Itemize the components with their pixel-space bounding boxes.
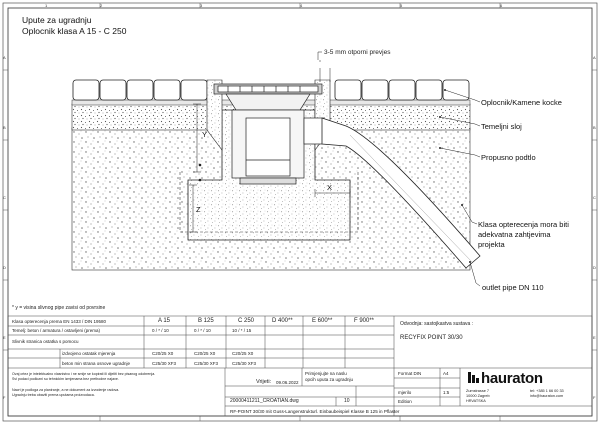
sub-label-2: beton min strana osnove ugradnje	[62, 361, 131, 366]
dimension-y: Y	[202, 130, 208, 139]
cell-r3-a15: C25/30 XF3	[152, 361, 177, 366]
grid-number-5: 5	[400, 3, 403, 8]
cell-r2-c250: C20/25 X0	[232, 351, 254, 356]
cell-r3-b125: C25/30 XF3	[194, 361, 219, 366]
drain-system-label: Odvodnja: sastojkastva sustava :	[400, 321, 474, 327]
cell-r2-a15: C20/25 X0	[152, 351, 174, 356]
grid-letter-c-right: C	[593, 195, 596, 200]
address-line-3: HRVATSKA	[466, 399, 486, 403]
col-head-a15: A 15	[158, 318, 171, 324]
edition-label: Edition	[398, 399, 412, 404]
label-load-class-2: adekvatna zahtjevima	[478, 230, 551, 239]
format-value: A4	[443, 371, 449, 376]
grid-letter-a: A	[3, 55, 6, 60]
footnote: * y = visina slivnog pipe zavisi od povrsine	[12, 305, 106, 311]
cell-r3-c250: C25/30 XF3	[232, 361, 257, 366]
grid-letter-a-right: A	[593, 55, 596, 60]
cell-r1-b125: 0 / * / 10	[194, 328, 211, 333]
scale-label: mjerilo	[398, 390, 412, 395]
sub-label-1: izdvojeno ostatak mjerenja	[62, 351, 116, 356]
grid-number-3: 3	[200, 3, 203, 8]
contact-phone: tel: +385 1 66 00 33	[530, 389, 564, 393]
note-line-1: Primjenjujte na naslu	[305, 371, 347, 376]
col-head-d400: D 400**	[272, 318, 293, 324]
paving-stones-left	[73, 80, 207, 100]
drawing-title-line2: Oplocnik klasa A 15 - C 250	[22, 26, 127, 36]
label-base-layer: Temeljni sloj	[481, 122, 522, 131]
drain-product-name: RECYFIX POINT 30/30	[400, 335, 463, 341]
col-head-f900: F 900**	[354, 318, 375, 324]
col-head-e600: E 600**	[312, 318, 333, 324]
row-label-load-class: Klasa opterecenja prema EN 1433 / DIN 19580	[12, 319, 107, 324]
cell-r1-c250: 10 / * / 15	[232, 328, 252, 333]
grid-number-1: 1	[45, 3, 48, 8]
grid-letter-e-right: E	[593, 335, 596, 340]
address-line-2: 10000 Zagreb	[466, 394, 490, 398]
label-load-class-1: Klasa opterecenja mora biti	[478, 220, 569, 229]
row-label-drain-sides: Slivnik stranica ostatka s pomocu	[12, 339, 79, 344]
dimension-z: Z	[196, 205, 201, 214]
created-label: Vrijeti:	[256, 379, 272, 385]
legal-line-2: Svi podaci podlozni su tehnickim izmjenama bez prethodne najave.	[12, 377, 119, 381]
cell-r2-b125: C20/25 X0	[194, 351, 216, 356]
grid-number-2: 2	[100, 3, 103, 8]
grid-letter-b: B	[3, 125, 6, 130]
created-date: 09.06.2022	[276, 380, 299, 385]
col-head-b125: B 125	[198, 318, 214, 324]
legal-line-3: Nacrt je podloga za planiranje, a ne dokument za izvodenje radova.	[12, 388, 120, 392]
paving-stones-right	[335, 80, 469, 100]
grid-letter-e: E	[3, 335, 6, 340]
address-line-1: Zumstrasse 7	[466, 389, 489, 393]
row-label-foundation: Temelj: beton / armatura / ostavljeni (prema)	[12, 328, 101, 333]
note-line-2: opcih uputa za ugradnju	[305, 377, 354, 382]
col-head-c250: C 250	[238, 318, 255, 324]
scale-value: 1:5	[443, 390, 450, 395]
drawing-description: RF-POINT 30/30 mit Guss-Langenstrukturl. Einbaubeispiel Klasse B 125 in Pflaster	[230, 409, 400, 414]
outlet-spigot	[304, 118, 324, 144]
label-permeable-base: Propusno podtlo	[481, 153, 536, 162]
label-load-class-3: projekta	[478, 240, 505, 249]
grid-letter-d-right: D	[593, 265, 596, 270]
revision-number: 10	[344, 398, 350, 404]
drawing-number: 20000411211_CROATIAN.dwg	[230, 398, 299, 404]
dimension-x: X	[327, 183, 333, 192]
grid-letter-f: F	[3, 395, 6, 400]
label-outlet-pipe: outlet pipe DN 110	[482, 283, 544, 292]
company-logo-text: hauraton	[481, 370, 543, 387]
cell-r1-a15: 0 / * / 10	[152, 328, 169, 333]
contact-email: info@hauraton.com	[530, 394, 564, 398]
grid-number-4: 4	[300, 3, 303, 8]
label-paving: Oplocnik/Kamene kocke	[481, 98, 562, 107]
format-label: Format DIN	[398, 371, 422, 376]
legal-line-1: Ovaj crtez je intelektualno vlasnistvo i ne smije se kopirati ili dijeliti bez pisanog odobrenja.	[12, 372, 156, 376]
hauraton-logo-mark	[468, 372, 479, 383]
legal-line-4: Ugradnju treba obaviti prema uputama proizvodaca.	[12, 393, 95, 397]
grid-letter-f-right: F	[593, 395, 596, 400]
drawing-title-line1: Upute za ugradnju	[22, 15, 92, 25]
grid-letter-b-right: B	[593, 125, 596, 130]
grid-number-6: 6	[500, 3, 503, 8]
gap-note: 3-5 mm otporni prevjes	[324, 49, 391, 56]
grid-letter-d: D	[3, 265, 6, 270]
grid-letter-c: C	[3, 195, 6, 200]
